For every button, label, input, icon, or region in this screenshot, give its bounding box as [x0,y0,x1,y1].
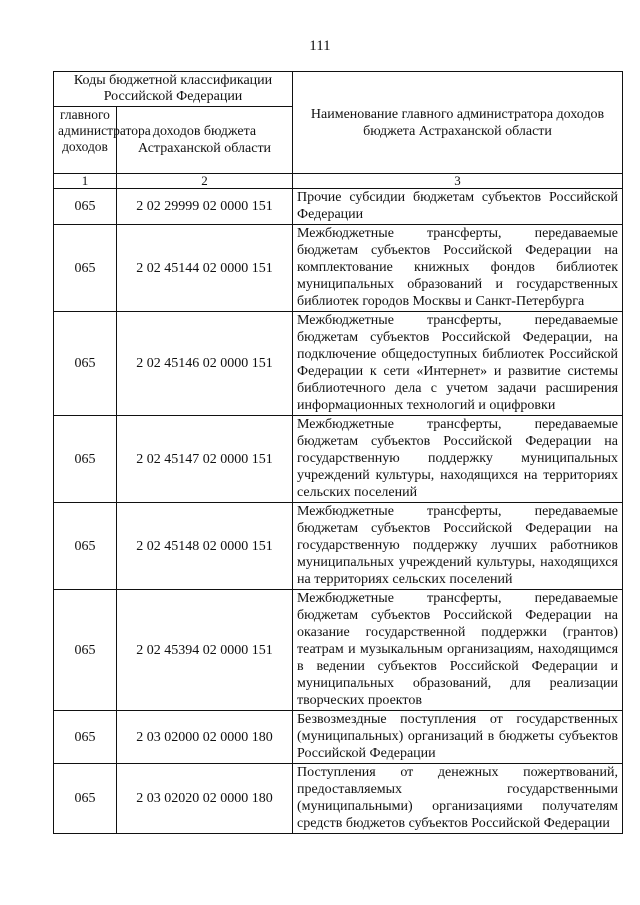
name-cell: Прочие субсидии бюджетам субъектов Российской Федерации [293,189,623,225]
income-code-cell: 2 02 45146 02 0000 151 [117,312,293,416]
name-column-header: Наименование главного администратора доходов бюджета Астраханской области [293,72,623,174]
income-code-cell: 2 03 02000 02 0000 180 [117,711,293,764]
table-row [54,503,623,590]
name-cell: Межбюджетные трансферты, передаваемые бюджетам субъектов Российской Федерации на оказание государственной поддержки (грантов) театрам и музыкальным организациям, находящимся в ведении субъектов Российской Федерации и муниципальных образований, для реализации творческих проектов [293,590,623,711]
admin-code-cell: 065 [54,503,117,590]
admin-code-cell: 065 [54,416,117,503]
admin-code-cell: 065 [54,225,117,312]
name-cell: Межбюджетные трансферты, передаваемые бюджетам субъектов Российской Федерации на комплектование книжных фондов библиотек муниципальных образований и государственных библиотек городов Москвы и Санкт-Петербурга [293,225,623,312]
income-code-cell: 2 02 45148 02 0000 151 [117,503,293,590]
table-row [54,711,623,764]
admin-code-cell: 065 [54,189,117,225]
table-row [54,416,623,503]
admin-code-cell: 065 [54,312,117,416]
page-number: 111 [309,38,331,54]
name-cell: Безвозмездные поступления от государственных (муниципальных) организаций в бюджеты субъектов Российской Федерации [293,711,623,764]
name-cell: Межбюджетные трансферты, передаваемые бюджетам субъектов Российской Федерации, на подключение общедоступных библиотек Российской Федерации к сети «Интернет» и развитие системы библиотечного дела с учетом задачи расширения информационных технологий и оцифровки [293,312,623,416]
admin-code-cell: 065 [54,590,117,711]
column-number: 3 [293,174,623,189]
income-code-cell: 2 02 29999 02 0000 151 [117,189,293,225]
table-row [54,764,623,834]
table-row [54,590,623,711]
income-code-cell: 2 03 02020 02 0000 180 [117,764,293,834]
name-cell: Межбюджетные трансферты, передаваемые бюджетам субъектов Российской Федерации на государственную поддержку муниципальных учреждений культуры, находящихся на территориях сельских поселений [293,416,623,503]
income-column-header: доходов бюджета Астраханской области [117,107,293,174]
admin-column-header: главного администратора доходов [54,107,117,174]
name-cell: Поступления от денежных пожертвований, предоставляемых государственными (муниципальными) организациями получателям средств бюджетов субъектов Российской Федерации [293,764,623,834]
income-code-cell: 2 02 45147 02 0000 151 [117,416,293,503]
income-code-cell: 2 02 45394 02 0000 151 [117,590,293,711]
column-number: 2 [117,174,293,189]
name-cell: Межбюджетные трансферты, передаваемые бюджетам субъектов Российской Федерации на государственную поддержку лучших работников муниципальных учреждений культуры, находящихся на территориях сельских поселений [293,503,623,590]
table-row [54,225,623,312]
budget-classification-table [53,71,623,834]
income-code-cell: 2 02 45144 02 0000 151 [117,225,293,312]
admin-code-cell: 065 [54,764,117,834]
codes-group-header: Коды бюджетной классификации Российской Федерации [54,72,293,107]
header-row-1 [54,72,623,107]
column-number: 1 [54,174,117,189]
column-number-row [54,174,623,189]
table-row [54,312,623,416]
table-row [54,189,623,225]
admin-code-cell: 065 [54,711,117,764]
